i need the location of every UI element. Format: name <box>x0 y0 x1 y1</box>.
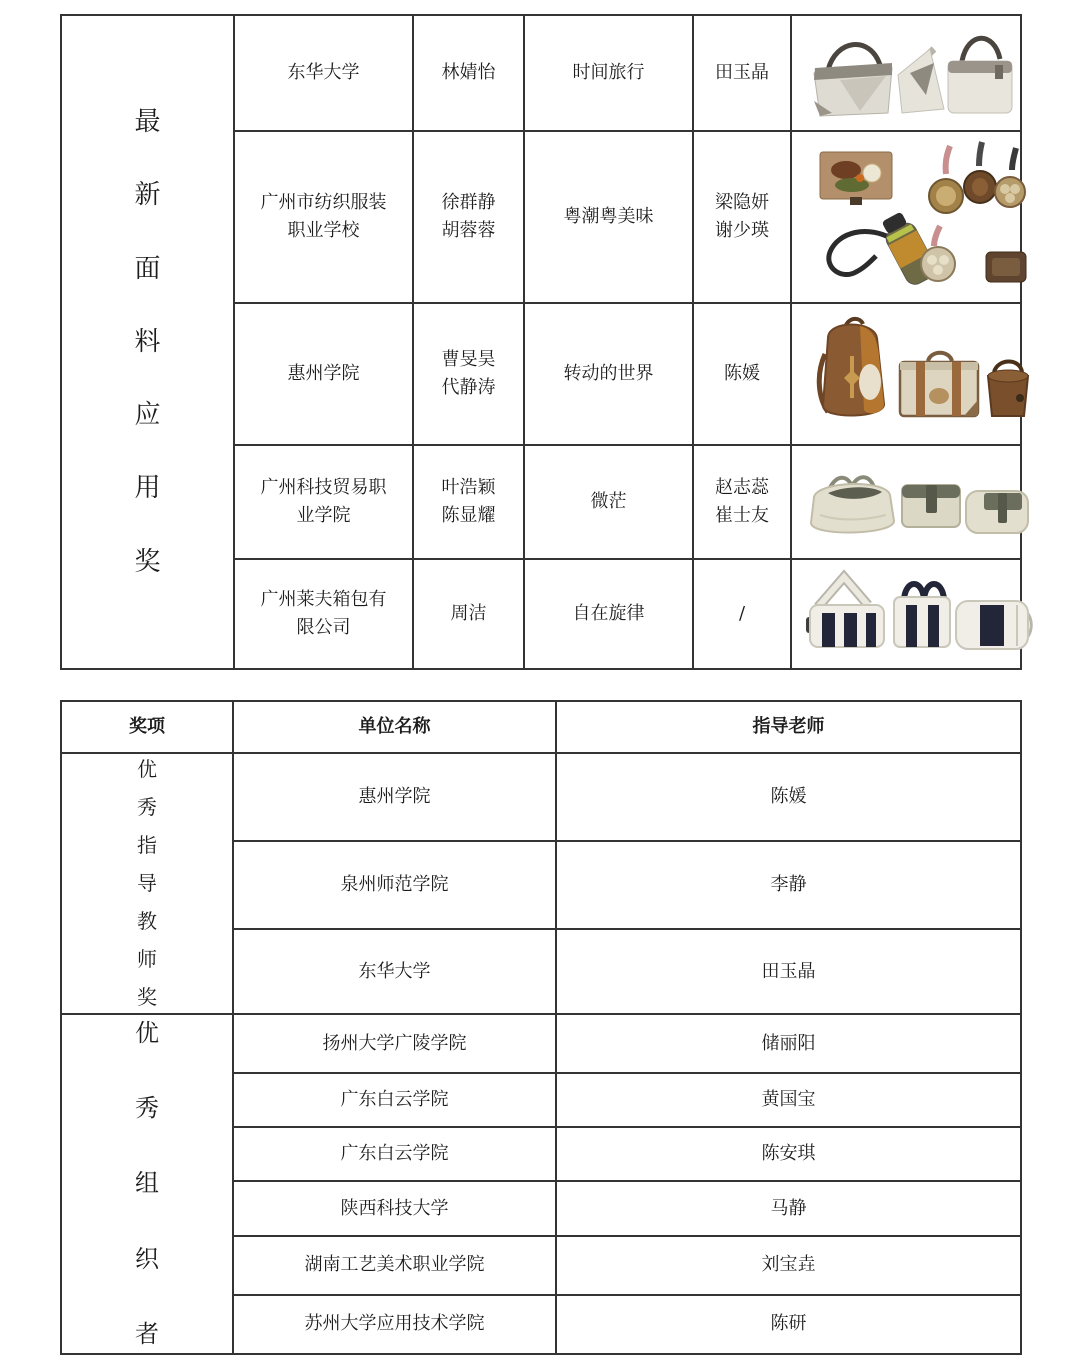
unit-name: 陕西科技大学 <box>340 1197 449 1219</box>
award-char: 奖 <box>137 985 157 1009</box>
unit-cell <box>233 1127 556 1182</box>
teacher-cell <box>556 753 1021 841</box>
unit-cell <box>233 1014 556 1073</box>
product-photo-cell <box>791 559 1021 669</box>
header-award: 奖项 <box>61 701 233 753</box>
award-char: 优 <box>135 1019 159 1047</box>
teacher-name: 储丽阳 <box>761 1032 816 1054</box>
unit-name: 东华大学 <box>358 960 431 982</box>
teacher-name: 陈研 <box>770 1313 807 1335</box>
authors-cell <box>413 559 524 669</box>
advisor-name: 陈媛 <box>724 363 760 385</box>
advisor-name: / <box>738 603 746 625</box>
striped-puffy-bags-image <box>798 567 1033 662</box>
authors-cell <box>413 131 524 303</box>
institution-line: 业学院 <box>296 505 351 526</box>
institution-cell <box>234 303 413 445</box>
award-char: 新 <box>134 180 161 211</box>
advisor-name: 赵志蕊 <box>715 477 769 499</box>
header-unit: 单位名称 <box>233 701 556 753</box>
award-char: 奖 <box>134 546 161 577</box>
work-title: 时间旅行 <box>572 62 645 84</box>
teacher-cell <box>556 929 1021 1014</box>
work-title-cell <box>524 445 693 559</box>
author-name: 叶浩颖 <box>441 477 496 499</box>
unit-name: 扬州大学广陵学院 <box>322 1032 467 1054</box>
product-photo-cell <box>791 131 1021 303</box>
silver-handbags-image <box>798 23 1020 123</box>
latest-fabric-award-table <box>60 14 1022 670</box>
unit-name: 湖南工艺美术职业学院 <box>304 1254 485 1276</box>
award-char: 应 <box>134 400 161 431</box>
advisor-name: 崔士友 <box>715 505 769 526</box>
advisor-name: 田玉晶 <box>715 62 769 84</box>
unit-cell <box>233 841 556 929</box>
institution-line: 东华大学 <box>287 62 360 84</box>
advisors-cell <box>693 15 791 131</box>
award-char: 最 <box>134 106 161 137</box>
award-char: 用 <box>134 473 161 504</box>
header-row <box>61 701 1021 753</box>
backpack-set-image <box>798 312 1033 437</box>
teacher-cell <box>556 1295 1021 1354</box>
teacher-cell <box>556 1014 1021 1073</box>
unit-cell <box>233 753 556 841</box>
institution-line: 广州科技贸易职 <box>260 477 387 499</box>
work-title: 粤潮粤美味 <box>563 206 654 228</box>
advisors-cell <box>693 559 791 669</box>
unit-name: 广东白云学院 <box>340 1088 449 1110</box>
teacher-name: 陈媛 <box>770 786 807 808</box>
product-photo-cell <box>791 445 1021 559</box>
authors-cell <box>413 445 524 559</box>
award-char: 者 <box>135 1319 159 1348</box>
award-vertical-label <box>68 102 227 582</box>
table-row <box>61 15 1021 131</box>
teacher-organizer-award-table <box>60 700 1022 1355</box>
table-row <box>61 753 1021 841</box>
award-char: 面 <box>134 253 161 284</box>
award-char: 优 <box>137 757 157 781</box>
institution-line: 职业学校 <box>287 220 360 241</box>
authors-cell <box>413 15 524 131</box>
institution-cell <box>234 559 413 669</box>
advisor-name: 梁隐妍 <box>715 192 769 214</box>
author-name: 曹旻昊 <box>441 349 496 371</box>
keychains-bottle-image <box>798 140 1028 295</box>
award-char: 织 <box>135 1244 159 1273</box>
institution-cell <box>234 131 413 303</box>
unit-cell <box>233 1236 556 1295</box>
unit-cell <box>233 1181 556 1236</box>
author-name: 陈显耀 <box>441 505 496 526</box>
award-char: 秀 <box>137 795 157 819</box>
author-name: 徐群静 <box>441 192 496 214</box>
award-char: 组 <box>135 1169 159 1198</box>
product-photo-cell <box>791 15 1021 131</box>
teacher-name: 田玉晶 <box>761 960 816 982</box>
author-name: 胡蓉蓉 <box>441 220 496 241</box>
work-title: 微茫 <box>590 491 627 513</box>
teacher-name: 刘宝垚 <box>761 1254 816 1276</box>
advisor-name: 谢少瑛 <box>715 220 769 241</box>
institution-cell <box>234 15 413 131</box>
award-char: 秀 <box>135 1094 159 1123</box>
work-title-cell <box>524 131 693 303</box>
award-vertical-label <box>68 1015 226 1353</box>
teacher-cell <box>556 1236 1021 1295</box>
award-name-cell <box>61 753 233 1014</box>
award-name-cell <box>61 1014 233 1354</box>
work-title-cell <box>524 559 693 669</box>
authors-cell <box>413 303 524 445</box>
unit-name: 苏州大学应用技术学院 <box>304 1313 485 1335</box>
header-teacher: 指导老师 <box>556 701 1021 753</box>
teacher-name: 李静 <box>770 874 807 896</box>
advisors-cell <box>693 445 791 559</box>
work-title: 自在旋律 <box>572 603 645 625</box>
teacher-name: 黄国宝 <box>761 1088 816 1110</box>
award-char: 师 <box>137 947 157 971</box>
unit-name: 广东白云学院 <box>340 1142 449 1164</box>
cream-bags-image <box>798 455 1033 550</box>
teacher-cell <box>556 841 1021 929</box>
work-title: 转动的世界 <box>563 363 654 385</box>
author-name: 代静涛 <box>441 377 496 398</box>
teacher-cell <box>556 1181 1021 1236</box>
teacher-cell <box>556 1073 1021 1126</box>
advisors-cell <box>693 131 791 303</box>
institution-line: 限公司 <box>296 617 351 638</box>
award-char: 导 <box>137 871 157 895</box>
award-vertical-label <box>68 754 226 1013</box>
table-row <box>61 1014 1021 1073</box>
award-char: 教 <box>137 909 157 933</box>
teacher-name: 马静 <box>770 1197 807 1219</box>
unit-name: 惠州学院 <box>358 786 431 808</box>
institution-cell <box>234 445 413 559</box>
product-photo-cell <box>791 303 1021 445</box>
institution-line: 广州市纺织服装 <box>260 192 387 214</box>
author-name: 周洁 <box>450 603 487 625</box>
work-title-cell <box>524 15 693 131</box>
unit-cell <box>233 929 556 1014</box>
institution-line: 广州莱夫箱包有 <box>260 589 387 611</box>
advisors-cell <box>693 303 791 445</box>
teacher-cell <box>556 1127 1021 1182</box>
unit-cell <box>233 1073 556 1126</box>
award-char: 指 <box>137 833 157 857</box>
institution-line: 惠州学院 <box>287 363 360 385</box>
work-title-cell <box>524 303 693 445</box>
unit-cell <box>233 1295 556 1354</box>
award-char: 料 <box>134 326 161 357</box>
award-name-cell <box>61 15 234 669</box>
teacher-name: 陈安琪 <box>761 1142 816 1164</box>
author-name: 林婧怡 <box>441 62 496 84</box>
unit-name: 泉州师范学院 <box>340 874 449 896</box>
